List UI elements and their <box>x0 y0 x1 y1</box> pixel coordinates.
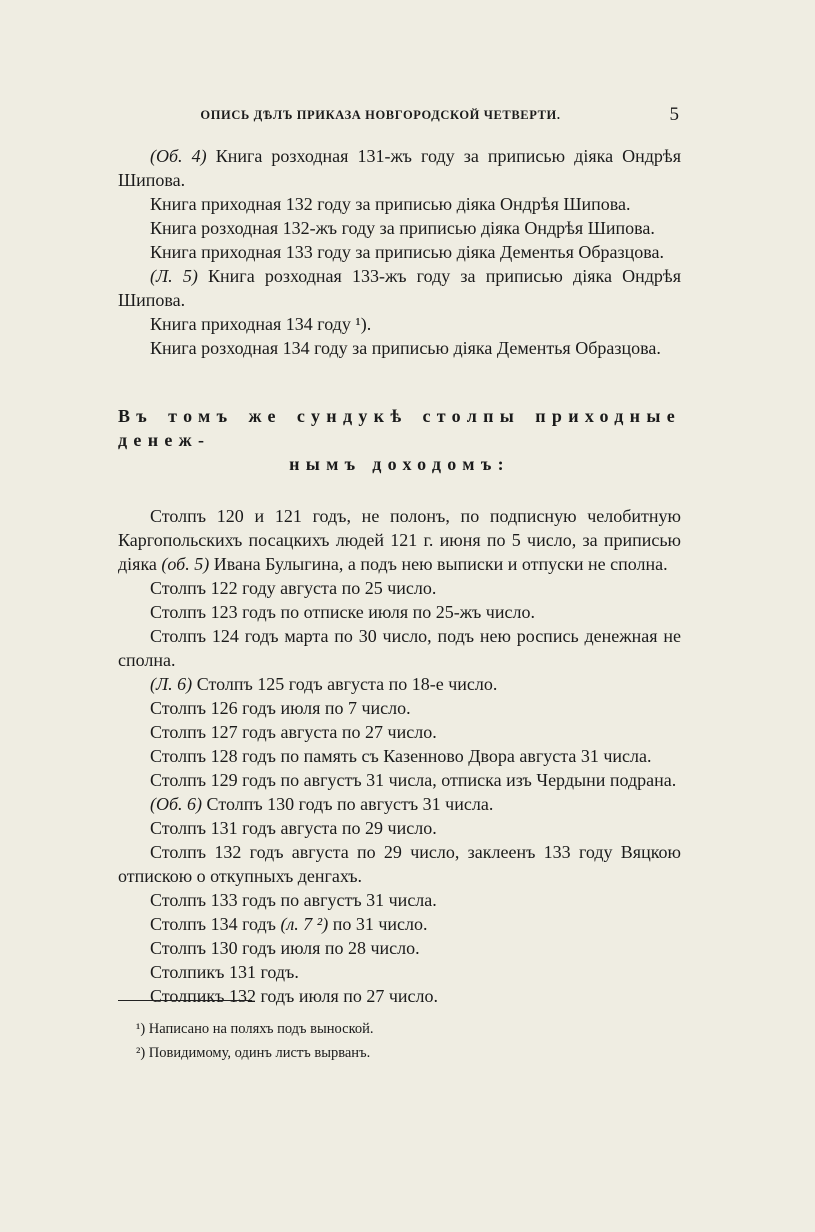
book-entry <box>118 144 681 192</box>
stolp-entry <box>118 936 681 960</box>
stolp-entry <box>118 672 681 696</box>
folio-ref: (Об. 6) <box>150 794 203 814</box>
entry-text-cont: Ивана Булыгина, а подъ нею выписки и отпуски не сполна. <box>209 554 668 574</box>
book-entry <box>118 240 681 264</box>
section-heading-line1: Въ томъ же сундукѣ столпы приходные денеж- <box>118 406 681 450</box>
book-entry <box>118 312 681 336</box>
entry-text: Столпъ 122 году августа по 25 число. <box>150 578 437 598</box>
footnote-rule <box>118 1000 252 1001</box>
page-number: 5 <box>669 104 679 125</box>
entry-text: Книга розходная 131-жъ году за приписью діяка Ондрѣя Шипова. <box>118 146 681 190</box>
entry-text: Столпъ 130 годъ июля по 28 число. <box>150 938 420 958</box>
stolp-entry <box>118 744 681 768</box>
book-entry <box>118 264 681 312</box>
entry-text: Столпъ 125 годъ августа по 18-е число. <box>192 674 498 694</box>
entry-text-cont: по 31 число. <box>328 914 428 934</box>
entry-text: Столпъ 128 годъ по память съ Казенново Двора августа 31 числа. <box>150 746 652 766</box>
entry-text: Столпъ 123 годъ по отписке июля по 25-жъ число. <box>150 602 535 622</box>
entry-text: Книга розходная 133-жъ году за приписью діяка Ондрѣя Шипова. <box>118 266 681 310</box>
stolp-entry <box>118 696 681 720</box>
folio-ref: (Л. 5) <box>150 266 198 286</box>
stolp-entry <box>118 984 681 1008</box>
entry-text: Столпъ 133 годъ по августъ 31 числа. <box>150 890 437 910</box>
entry-text: Столпъ 127 годъ августа по 27 число. <box>150 722 437 742</box>
footnote-1: ¹) Написано на поляхъ подъ выноской. <box>136 1021 374 1037</box>
entry-text: Книга розходная 132-жъ году за приписью діяка Ондрѣя Шипова. <box>150 218 655 238</box>
entry-text: Столпъ 120 и 121 годъ, не полонъ, по подписную челобитную Каргопольскихъ посацкихъ людей 121 г. июня по 5 число, за приписью діяка <box>118 506 681 574</box>
entry-text: Книга розходная 134 году за приписью діяка Дементья Образцова. <box>150 338 661 358</box>
entry-text: Книга приходная 133 году за приписью діяка Дементья Образцова. <box>150 242 665 262</box>
entry-text: Книга приходная 132 году за приписью діяка Ондрѣя Шипова. <box>150 194 631 214</box>
folio-ref: (Об. 4) <box>150 146 207 166</box>
header-title: ОПИСЬ ДѢЛЪ ПРИКАЗА НОВГОРОДСКОЙ ЧЕТВЕРТИ. <box>200 108 561 122</box>
book-entry <box>118 216 681 240</box>
stolp-entry <box>118 792 681 816</box>
book-entry <box>118 192 681 216</box>
stolp-entry <box>118 768 681 792</box>
section-heading-line2: нымъ доходомъ: <box>289 454 510 474</box>
entry-text: Столпъ 124 годъ марта по 30 число, подъ нею роспись денежная не сполна. <box>118 626 681 670</box>
stolp-entry <box>118 576 681 600</box>
folio-ref: (л. 7 ²) <box>280 914 329 934</box>
stolp-entry <box>118 720 681 744</box>
running-header <box>118 104 683 132</box>
book-entry <box>118 336 681 360</box>
stolp-entry <box>118 624 681 672</box>
stolp-entry <box>118 504 681 576</box>
footnote-2: ²) Повидимому, одинъ листъ вырванъ. <box>136 1045 371 1061</box>
folio-ref: (Л. 6) <box>150 674 193 694</box>
stolp-entry <box>118 840 681 888</box>
stolp-entry <box>118 960 681 984</box>
stolp-entry <box>118 600 681 624</box>
stolp-entry <box>118 888 681 912</box>
entry-text: Столпикъ 132 годъ июля по 27 число. <box>150 986 439 1006</box>
entry-text: Столпъ 126 годъ июля по 7 число. <box>150 698 411 718</box>
entry-text: Столпъ 134 годъ <box>150 914 281 934</box>
stolp-entry <box>118 912 681 936</box>
main-text <box>118 144 681 1008</box>
folio-ref: (об. 5) <box>161 554 210 574</box>
entry-text: Столпъ 131 годъ августа по 29 число. <box>150 818 437 838</box>
stolp-list <box>118 504 681 1008</box>
entry-text: Столпикъ 131 годъ. <box>150 962 299 982</box>
entry-text: Столпъ 130 годъ по августъ 31 числа. <box>202 794 494 814</box>
entry-text: Столпъ 129 годъ по августъ 31 числа, отписка изъ Чердыни подрана. <box>150 770 677 790</box>
entry-text: Столпъ 132 годъ августа по 29 число, заклеенъ 133 году Вяцкою отпискою о откупныхъ денгахъ. <box>118 842 681 886</box>
stolp-entry <box>118 816 681 840</box>
entry-text: Книга приходная 134 году ¹). <box>150 314 372 334</box>
book-list <box>118 144 681 360</box>
